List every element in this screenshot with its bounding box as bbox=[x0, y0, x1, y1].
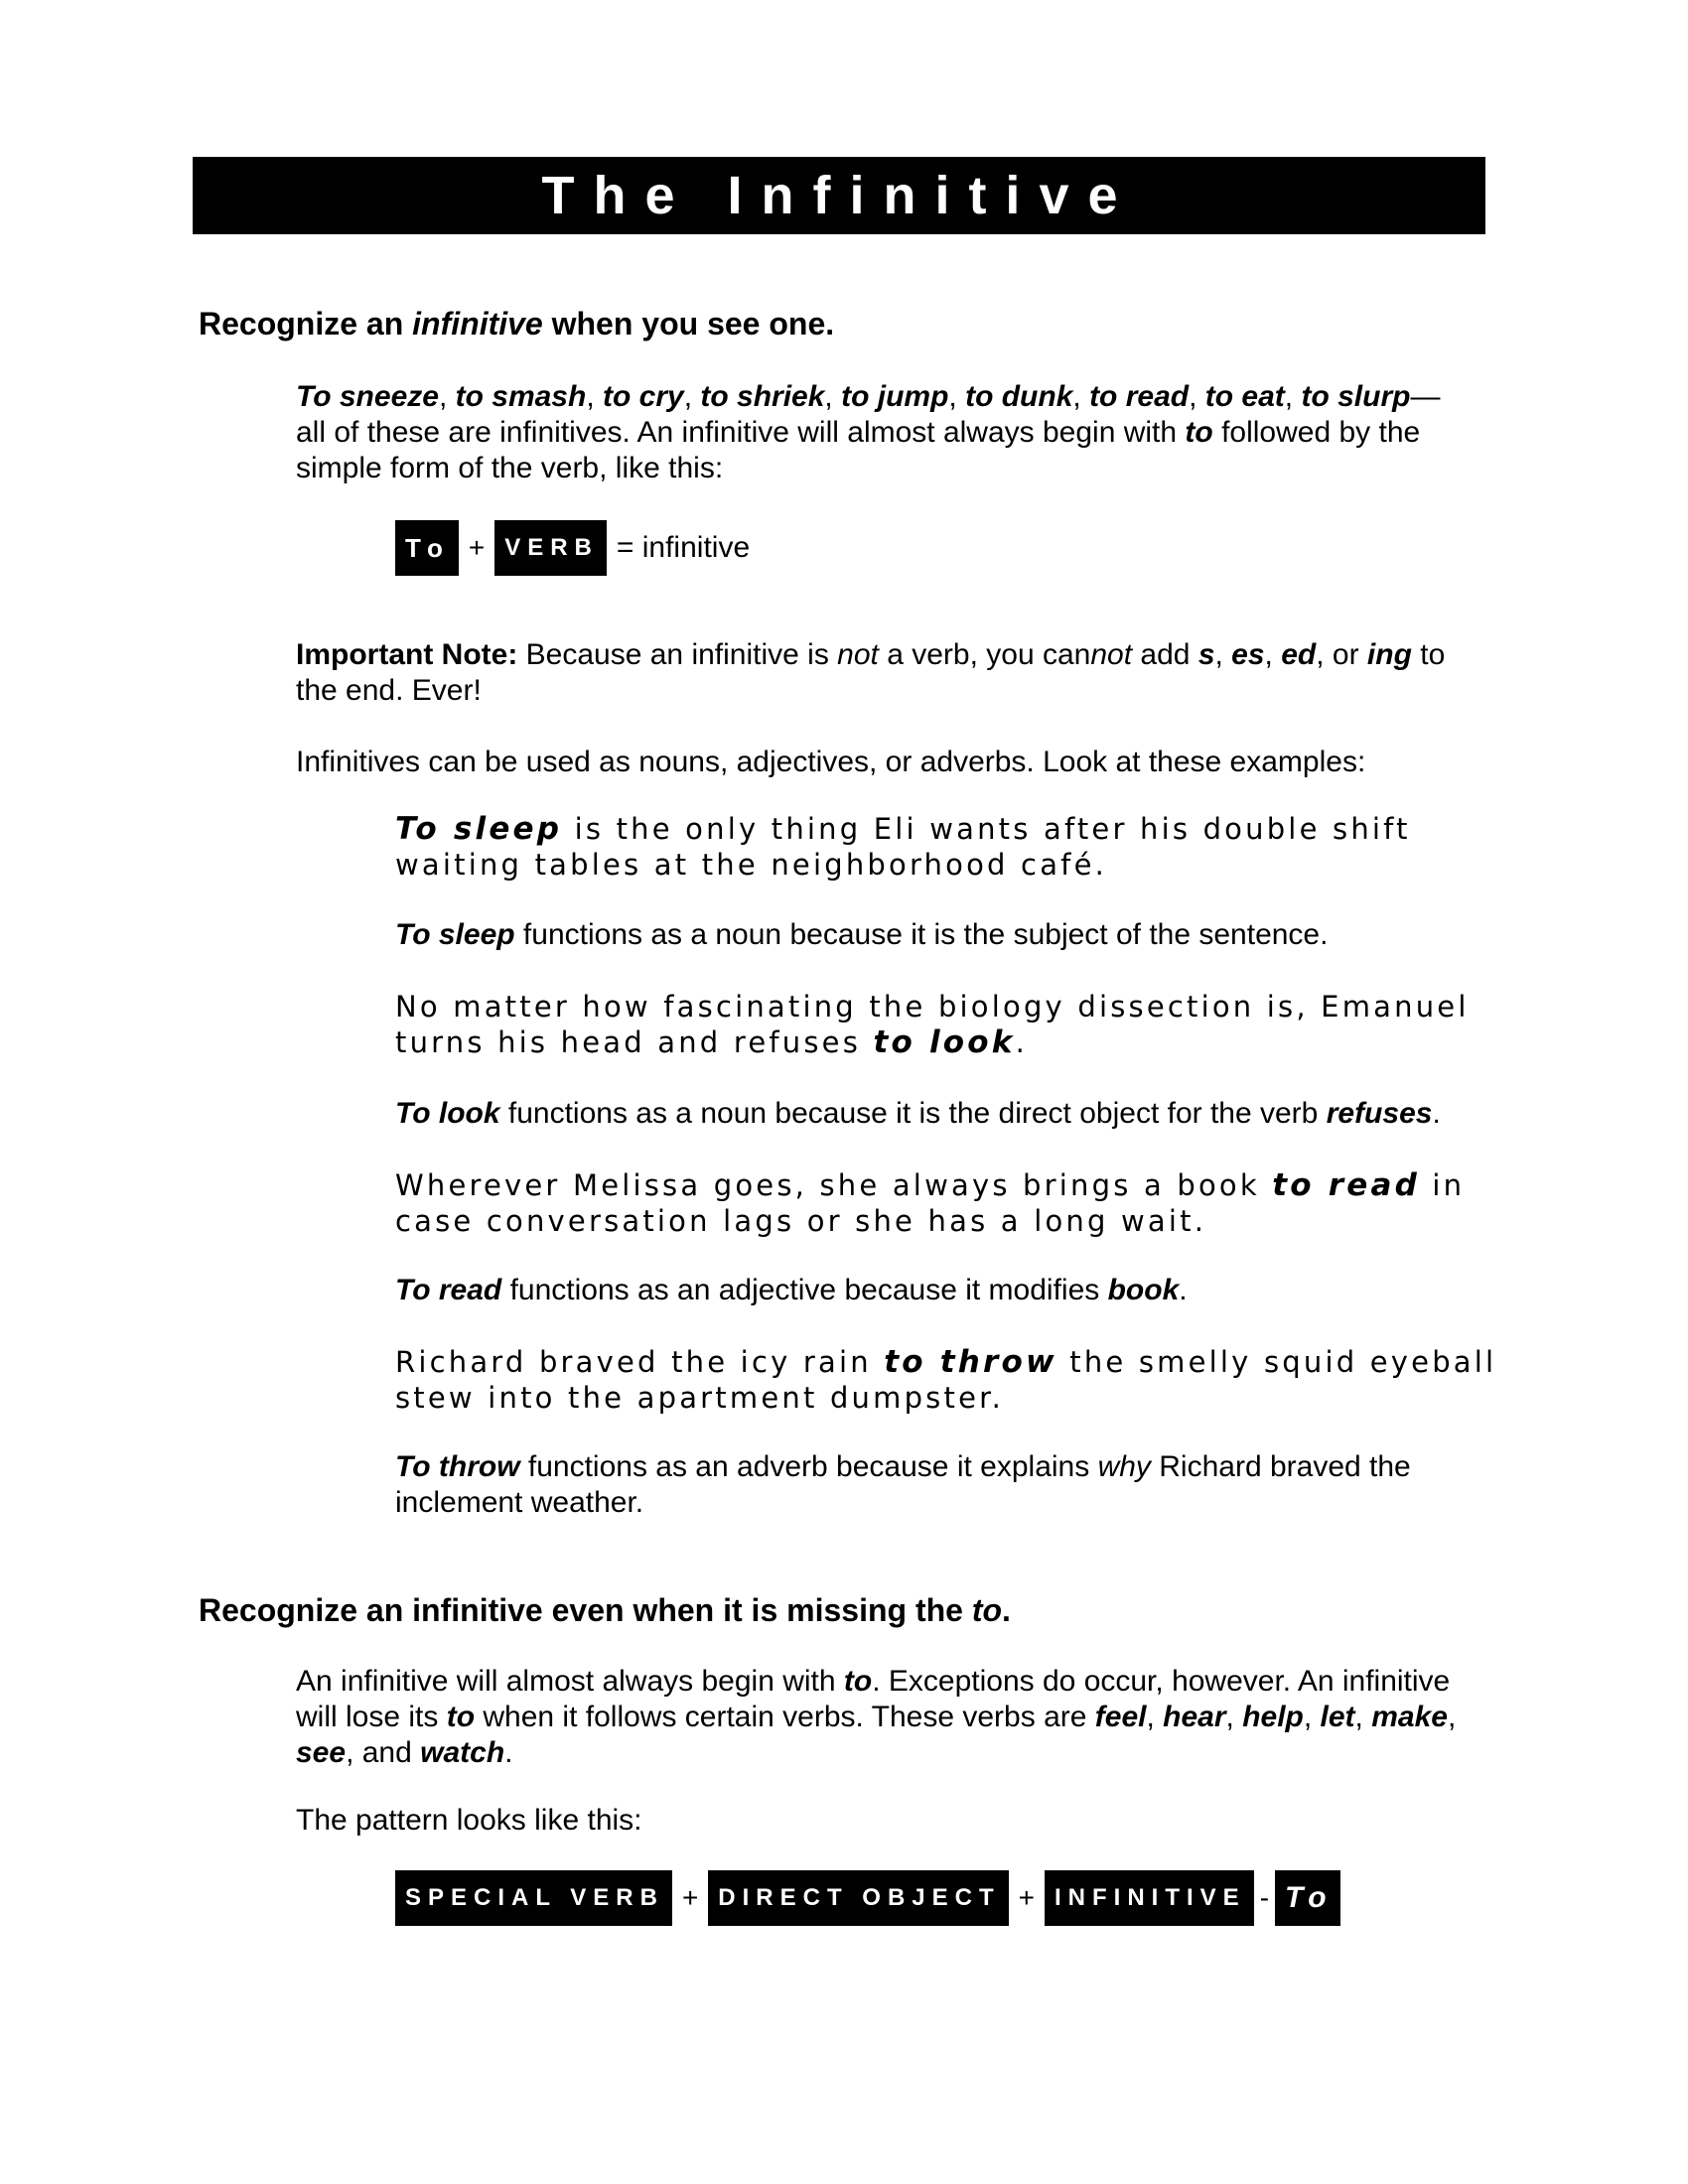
pattern-formula bbox=[395, 1870, 1340, 1926]
special-verb-box: SPECIAL VERB bbox=[395, 1870, 672, 1926]
page-title: The Infinitive bbox=[193, 157, 1485, 234]
infinitive-formula bbox=[395, 520, 750, 576]
infinitive-example: to smash bbox=[455, 380, 587, 413]
to-box: To bbox=[1275, 1870, 1340, 1926]
intro-paragraph: To sneeze, to smash, to cry, to shriek, to jump, to dunk, to read, to eat, to slurp— all of these are infinitives. An infinitive will almost always begin with to followed by the simple form of the verb, like this: bbox=[296, 380, 1441, 484]
heading-text-end: . bbox=[1002, 1592, 1011, 1628]
direct-object-box: DIRECT OBJECT bbox=[708, 1870, 1008, 1926]
section-heading-recognize bbox=[199, 304, 834, 343]
infinitive-example: to shriek bbox=[700, 380, 825, 413]
infinitive-example: to dunk bbox=[965, 380, 1073, 413]
example-infinitive: to look bbox=[873, 1024, 1016, 1060]
infinitive-example: to slurp bbox=[1301, 380, 1411, 413]
example-sentence-2: No matter how fascinating the biology dissection is, Emanuel turns his head and refuses to look. bbox=[395, 990, 1470, 1060]
example-infinitive: to read bbox=[1272, 1167, 1420, 1203]
plus-sign: + bbox=[681, 1882, 699, 1913]
example-sentence-3: Wherever Melissa goes, she always brings a book to read in case conversation lags or she has a long wait. bbox=[395, 1167, 1466, 1238]
example-sentence-1: To sleep is the only thing Eli wants after his double shift waiting tables at the neighborhood café. bbox=[395, 811, 1411, 882]
heading-text: Recognize an bbox=[199, 306, 413, 341]
verb-box: VERB bbox=[494, 520, 607, 576]
section-heading-missing-to bbox=[199, 1590, 1011, 1630]
exceptions-paragraph: An infinitive will almost always begin with to. Exceptions do occur, however. An infinitive will lose its to when it follows certain verbs. These verbs are feel, hear, help, let, make, see, and watch. bbox=[296, 1665, 1457, 1769]
pattern-intro: The pattern looks like this: bbox=[296, 1804, 642, 1837]
formula-result: = infinitive bbox=[616, 531, 751, 564]
infinitive-example: To sneeze bbox=[296, 380, 439, 413]
uses-paragraph: Infinitives can be used as nouns, adjectives, or adverbs. Look at these examples: bbox=[296, 746, 1366, 778]
example-explanation-1: To sleep functions as a noun because it is the subject of the sentence. bbox=[395, 918, 1329, 951]
plus-sign: + bbox=[468, 532, 486, 563]
heading-emphasis: infinitive bbox=[412, 306, 543, 341]
infinitive-example: to read bbox=[1089, 380, 1190, 413]
example-explanation-4: To throw functions as an adverb because it explains why Richard braved the inclement weather. bbox=[395, 1450, 1411, 1519]
example-explanation-2: To look functions as a noun because it is the direct object for the verb refuses. bbox=[395, 1097, 1441, 1130]
heading-text-end: when you see one. bbox=[542, 306, 835, 341]
example-sentence-4: Richard braved the icy rain to throw the smelly squid eyeball stew into the apartment dumpster. bbox=[395, 1344, 1497, 1415]
plus-sign: + bbox=[1018, 1882, 1036, 1913]
to-box: To bbox=[395, 520, 459, 576]
infinitive-example: to jump bbox=[841, 380, 949, 413]
note-label: Important Note: bbox=[296, 638, 518, 671]
infinitive-example: to eat bbox=[1204, 380, 1285, 413]
infinitive-box: INFINITIVE bbox=[1045, 1870, 1254, 1926]
example-explanation-3: To read functions as an adjective because it modifies book. bbox=[395, 1274, 1188, 1306]
heading-text: Recognize an infinitive even when it is missing the bbox=[199, 1592, 972, 1628]
example-infinitive: to throw bbox=[884, 1344, 1057, 1380]
heading-emphasis: to bbox=[971, 1592, 1003, 1628]
minus-sign: - bbox=[1259, 1882, 1270, 1913]
important-note: Important Note: Because an infinitive is not a verb, you cannot add s, es, ed, or ing to the end. Ever! bbox=[296, 638, 1446, 707]
infinitive-example: to cry bbox=[603, 380, 684, 413]
example-infinitive: To sleep bbox=[395, 811, 563, 847]
